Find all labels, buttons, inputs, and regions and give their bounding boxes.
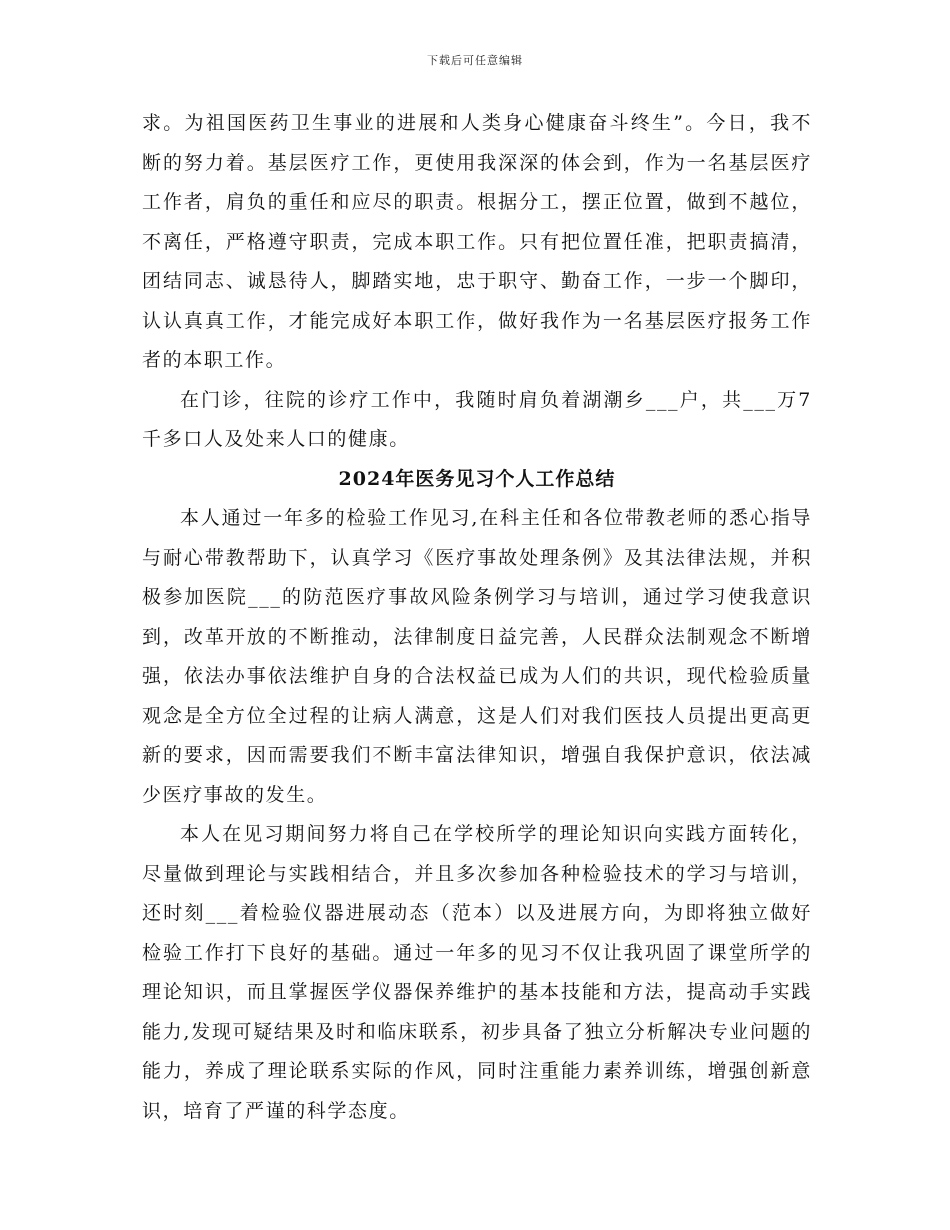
paragraph-continuation: 求。为祖国医药卫生事业的进展和人类身心健康奋斗终生”。今日，我不断的努力着。基层医疗工作，更使用我深深的体会到，作为一名基层医疗工作者，肩负的重任和应尽的职责。根据分工，摆正位置，做到不越位，不离任，严格遵守职责，完成本职工作。只有把位置任准，把职责搞清，团结同志、诚恳待人，脚踏实地，忠于职守、勤奋工作，一步一个脚印，认认真真工作，才能完成好本职工作，做好我作为一名基层医疗报务工作者的本职工作。 [142, 112, 812, 371]
document-body [142, 104, 812, 1131]
page-header: 下载后可任意编辑 [427, 54, 523, 67]
section-title: 2024年医务见习个人工作总结 [338, 467, 616, 490]
paragraph-clinic: 在门诊，往院的诊疗工作中，我随时肩负着湖潮乡___户，共___万7千多口人及处来人口的健康。 [142, 388, 812, 450]
paragraph-legal-study: 本人通过一年多的检验工作见习,在科主任和各位带教老师的悉心指导与耐心带教帮助下，认真学习《医疗事故处理条例》及其法律法规，并积极参加医院___的防范医疗事故风险条例学习与培训，通过学习使我意识到，改革开放的不断推动，法律制度日益完善，人民群众法制观念不断增强，依法办事依法维护自身的合法权益已成为人们的共识，现代检验质量观念是全方位全过程的让病人满意，这是人们对我们医技人员提出更高更新的要求，因而需要我们不断丰富法律知识，增强自我保护意识，依法减少医疗事故的发生。 [142, 507, 812, 806]
paragraph-practice: 本人在见习期间努力将自己在学校所学的理论知识向实践方面转化，尽量做到理论与实践相结合，并且多次参加各种检验技术的学习与培训，还时刻___着检验仪器进展动态（范本）以及进展方向，为即将独立做好检验工作打下良好的基础。通过一年多的见习不仅让我巩固了课堂所学的理论知识，而且掌握医学仪器保养维护的基本技能和方法，提高动手实践能力,发现可疑结果及时和临床联系，初步具备了独立分析解决专业问题的能力，养成了理论联系实际的作风，同时注重能力素养训练，增强创新意识，培育了严谨的科学态度。 [142, 823, 812, 1122]
